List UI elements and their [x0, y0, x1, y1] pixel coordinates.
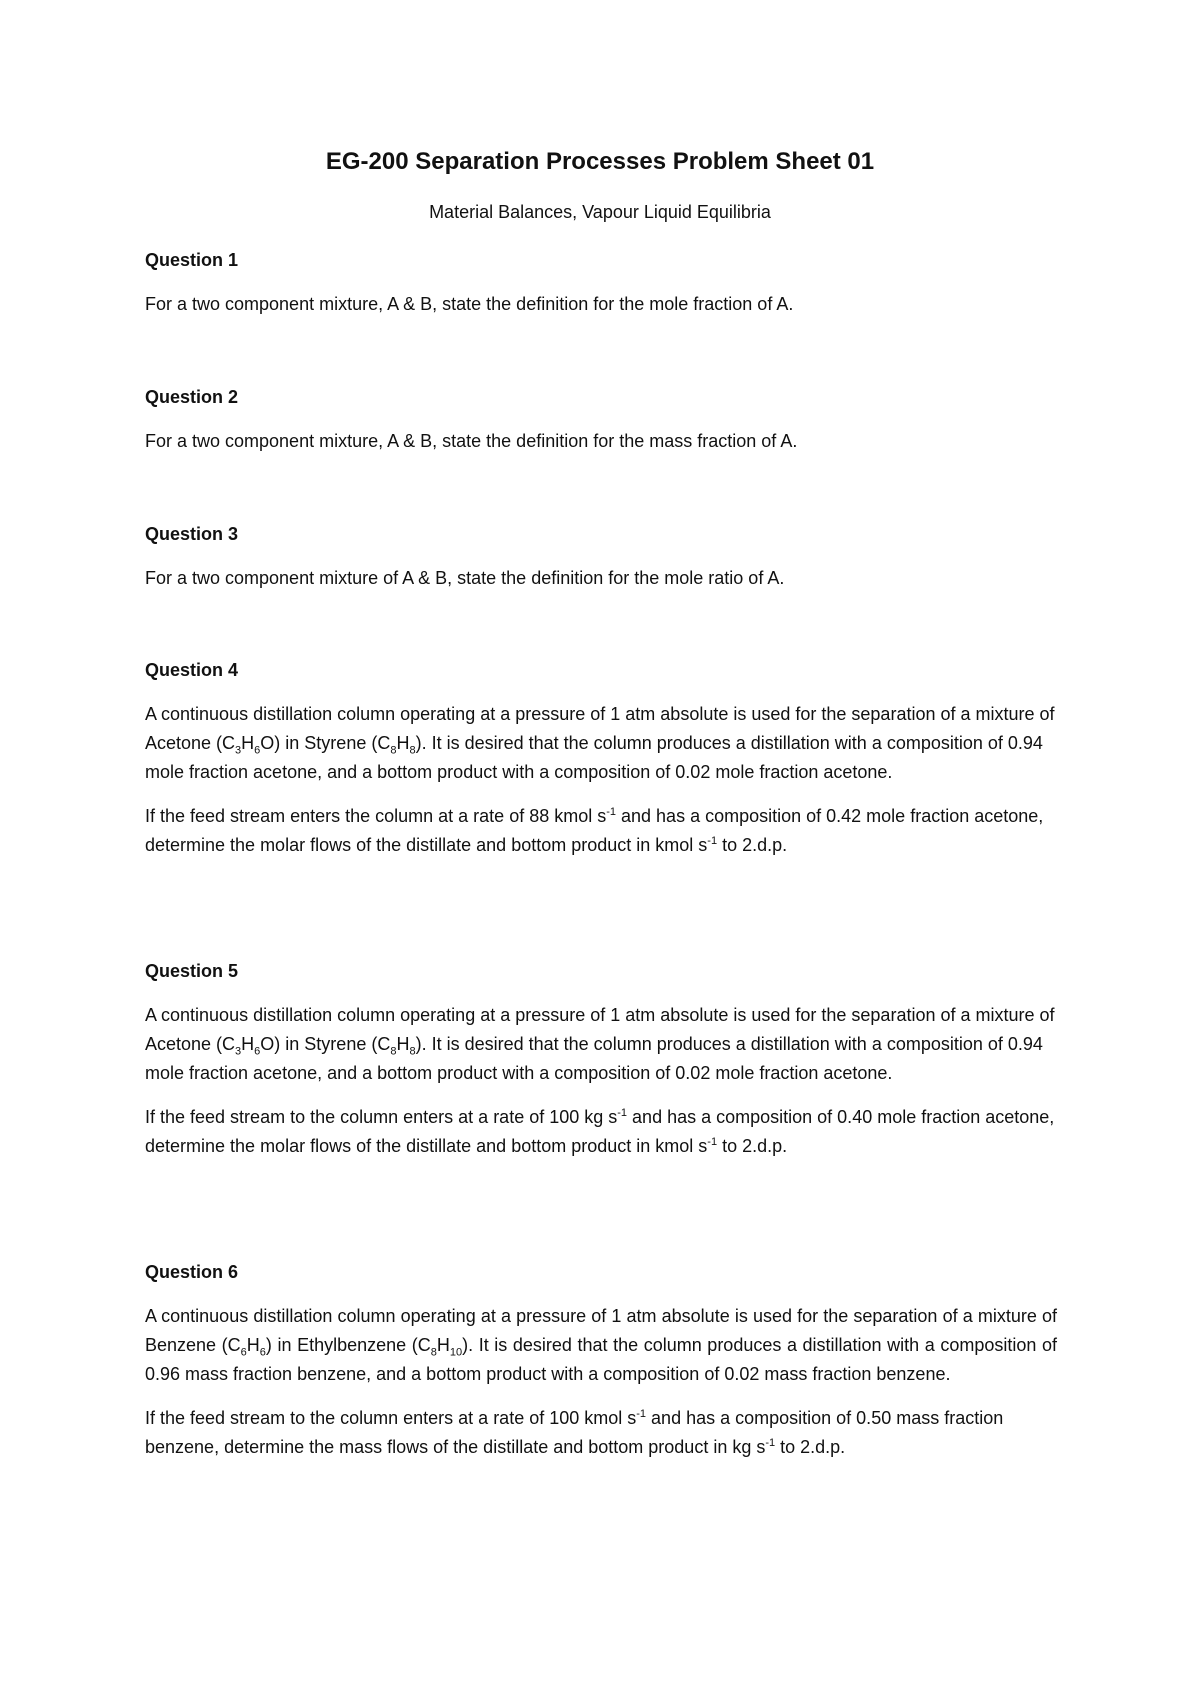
question-text: For a two component mixture, A & B, state the definition for the mass fraction of A. [145, 431, 798, 451]
question-heading: Question 5 [145, 961, 239, 981]
question-3 [145, 521, 1057, 593]
question-paragraph-2: If the feed stream to the column enters at a rate of 100 kg $s^{-1}$ and has a composition of 0.40 mole fraction acetone, determine the molar flows of the distillate and bottom product in kmol $s^{-1}$ to 2.d.p. [145, 1107, 1055, 1156]
question-text: For a two component mixture of A & B, state the definition for the mole ratio of A. [145, 568, 785, 588]
question-heading: Question 6 [145, 1262, 239, 1282]
question-heading: Question 1 [145, 250, 239, 270]
question-paragraph-2: If the feed stream enters the column at a rate of 88 kmol $s^{-1}$ and has a composition of 0.42 mole fraction acetone, determine the molar flows of the distillate and bottom product in kmol $s^{-1}$ to 2.d.p. [145, 806, 1044, 855]
question-5 [145, 958, 1057, 1161]
question-4 [145, 657, 1057, 860]
question-heading: Question 3 [145, 524, 239, 544]
question-heading: Question 2 [145, 387, 239, 407]
question-paragraph-1: A continuous distillation column operating at a pressure of 1 atm absolute is used for the separation of a mixture of Acetone $(C_3H_6O)$ in Styrene $(C_8H_8)$. It is desired that the column produces a distillation with a composition of 0.94 mole fraction acetone, and a bottom product with a composition of 0.02 mole fraction acetone. [145, 704, 1055, 782]
question-text: For a two component mixture, A & B, state the definition for the mole fraction of A. [145, 294, 794, 314]
question-1 [145, 247, 1057, 319]
question-paragraph-1: A continuous distillation column operating at a pressure of 1 atm absolute is used for the separation of a mixture of Acetone $(C_3H_6O)$ in Styrene $(C_8H_8)$. It is desired that the column produces a distillation with a composition of 0.94 mole fraction acetone, and a bottom product with a composition of 0.02 mole fraction acetone. [145, 1005, 1055, 1083]
question-6 [145, 1259, 1057, 1462]
question-2 [145, 384, 1057, 456]
page-subtitle: Material Balances, Vapour Liquid Equilibria [429, 202, 771, 222]
question-heading: Question 4 [145, 660, 239, 680]
question-paragraph-2: If the feed stream to the column enters at a rate of 100 kmol $s^{-1}$ and has a composition of 0.50 mass fraction benzene, determine the mass flows of the distillate and bottom product in kg $s^{-1}$ to 2.d.p. [145, 1408, 1004, 1457]
page-title: EG-200 Separation Processes Problem Sheet 01 [325, 148, 875, 175]
question-paragraph-1: A continuous distillation column operating at a pressure of 1 atm absolute is used for the separation of a mixture of Benzene $(C_6H_6)$ in Ethylbenzene $(C_8H_{10})$. It is desired that the column produces a distillation with a composition of 0.96 mass fraction benzene, and a bottom product with a composition of 0.02 mass fraction benzene. [145, 1306, 1057, 1384]
